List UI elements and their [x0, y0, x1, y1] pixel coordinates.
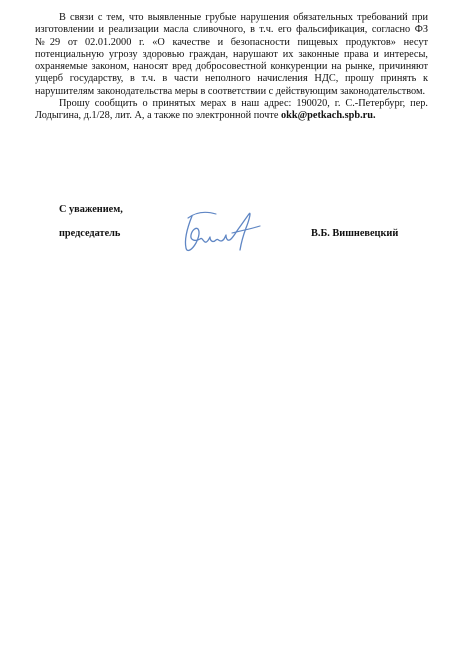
- email-address: okk@petkach.spb.ru.: [280, 110, 376, 122]
- handwritten-signature: [178, 206, 266, 258]
- paragraph-contact: [35, 98, 428, 123]
- signer-name: В.Б. Вишневецкий: [311, 228, 399, 239]
- paragraph-violations: В связи с тем, что выявленные грубые нарушения обязательных требований при изготовлении и реализации масла сливочного, в т.ч. его фальсификация, согласно ФЗ №29 от 02.01.2000 г. «О качестве и безопасности пищевых продуктов» несут потенциальную угрозу здоровью граждан, нарушают их законные права и интересы, охраняемые законом, наносят вред добросовестной конкуренции на рынке, причиняют ущерб государству, в т.ч. в части неполного начисления НДС, прошу принять к нарушителям законодательства меры в соответствии с действующим законодательством.: [35, 12, 428, 97]
- contact-text: Прошу сообщить о принятых мерах в наш адрес: 190020, г. С.-Петербург, пер. Лодыгина, д.1/28, лит. А, а также по электронной почте: [35, 98, 428, 122]
- closing-phrase: С уважением,: [59, 204, 123, 215]
- signer-position: председатель: [59, 228, 121, 239]
- letter-body: [35, 12, 428, 123]
